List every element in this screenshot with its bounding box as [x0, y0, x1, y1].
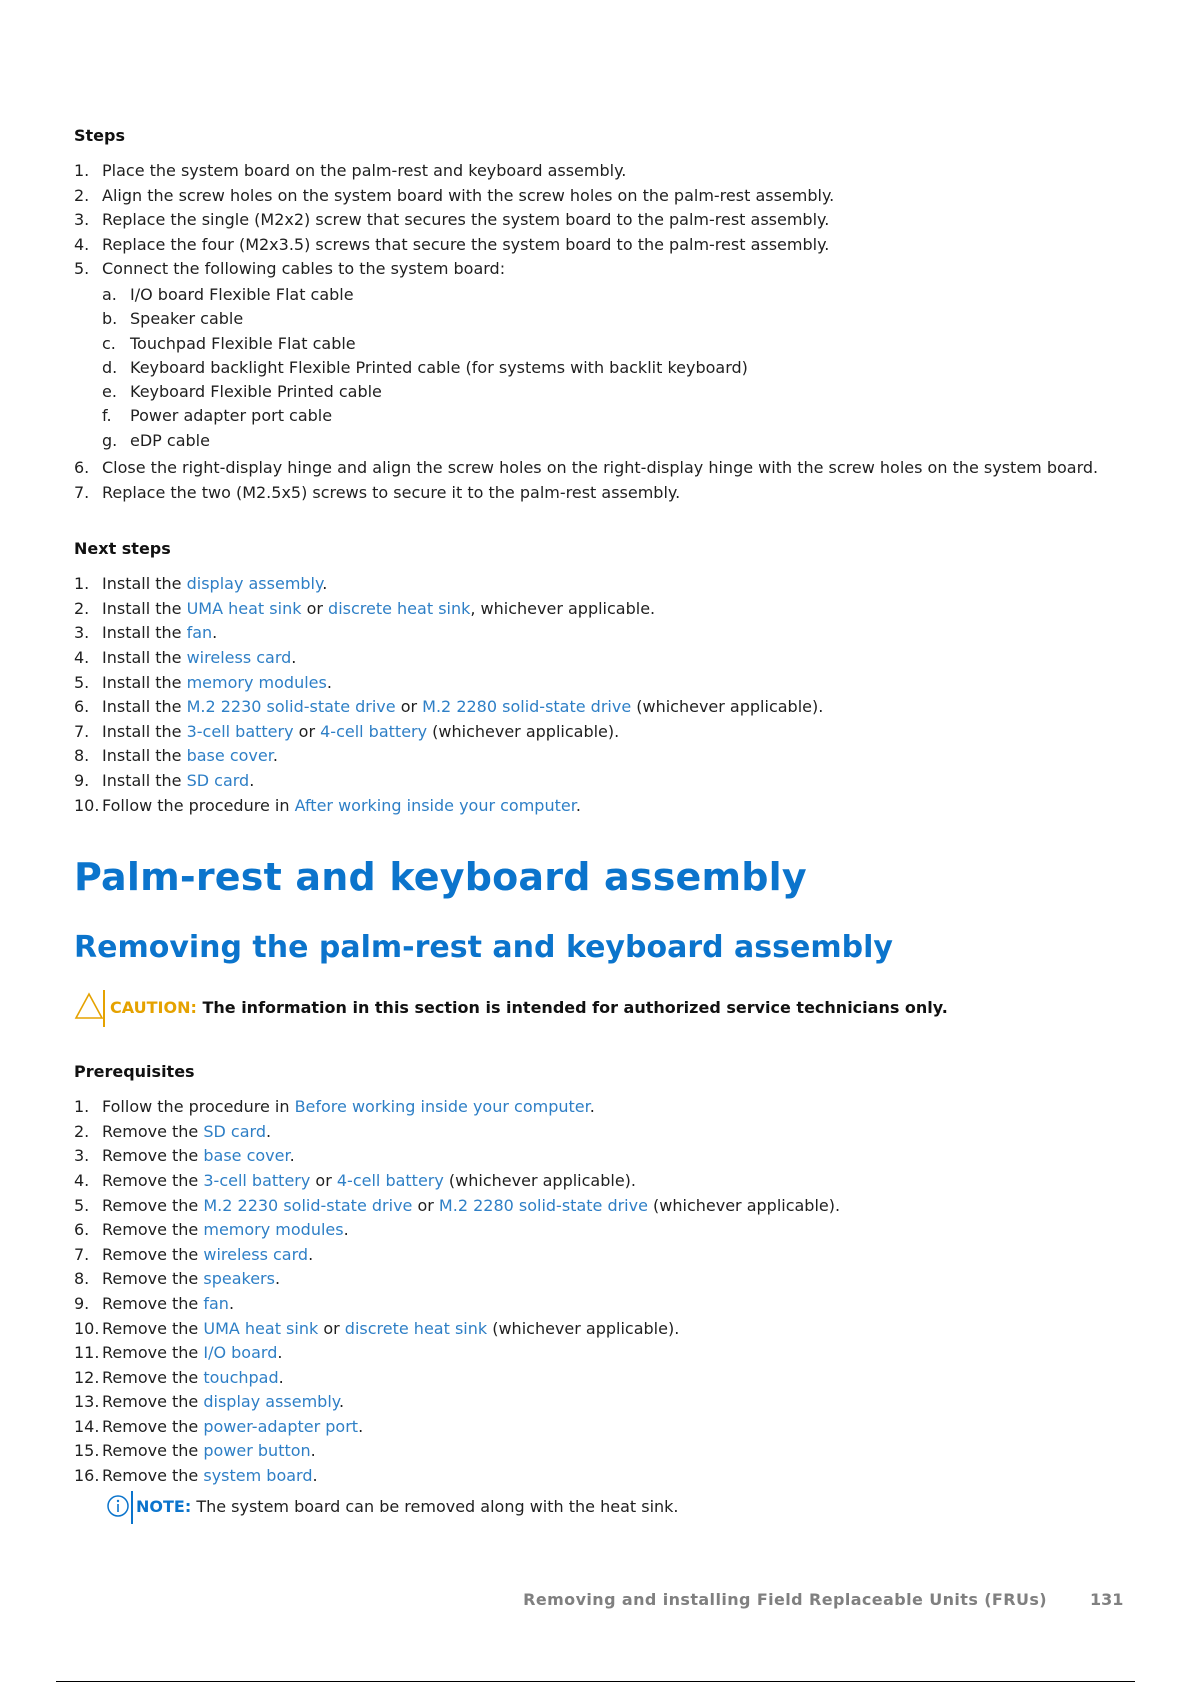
- link-m2-2280-ssd[interactable]: M.2 2280 solid-state drive: [422, 697, 632, 717]
- link-base-cover[interactable]: base cover: [203, 1146, 290, 1166]
- link-discrete-heat-sink[interactable]: discrete heat sink: [328, 598, 471, 618]
- prerequisites-list: [74, 1095, 1114, 1489]
- link-sd-card[interactable]: SD card: [186, 770, 250, 790]
- link-system-board[interactable]: system board: [203, 1466, 313, 1486]
- steps-label: Steps: [74, 126, 125, 145]
- list-item: 8. Install the base cover.: [74, 746, 278, 766]
- link-uma-heat-sink[interactable]: UMA heat sink: [203, 1318, 319, 1338]
- page-number: 131: [1090, 1590, 1124, 1609]
- link-wireless-card[interactable]: wireless card: [203, 1244, 309, 1264]
- list-item: 7. Remove the wireless card.: [74, 1244, 314, 1264]
- link-speakers[interactable]: speakers: [203, 1269, 275, 1289]
- link-m2-2230-ssd[interactable]: M.2 2230 solid-state drive: [186, 697, 396, 717]
- link-sd-card[interactable]: SD card: [203, 1121, 266, 1141]
- cable-sublist: [102, 283, 1114, 453]
- list-item: 4. Replace the four (M2x3.5) screws that secure the system board to the palm-rest assembly.: [74, 234, 830, 254]
- link-io-board[interactable]: I/O board: [203, 1343, 278, 1363]
- link-3-cell-battery[interactable]: 3-cell battery: [186, 721, 294, 741]
- list-item: 4. Remove the 3-cell battery or 4-cell battery (whichever applicable).: [74, 1170, 636, 1190]
- caution-text: The information in this section is intended for authorized service technicians only.: [196, 998, 948, 1018]
- subsection-heading: Removing the palm-rest and keyboard assembly: [74, 930, 893, 966]
- list-item: 15. Remove the power button.: [74, 1441, 316, 1461]
- list-item: 14. Remove the power-adapter port.: [74, 1416, 364, 1436]
- next-steps-list: [74, 572, 1114, 818]
- list-item: 12. Remove the touchpad.: [74, 1367, 284, 1387]
- warning-triangle-icon: [74, 992, 104, 1024]
- list-item: 6. Remove the memory modules.: [74, 1220, 349, 1240]
- list-item: 16. Remove the system board.: [74, 1466, 318, 1486]
- list-item: 5. Connect the following cables to the system board: a. I/O board Flexible Flat cable b. Speaker cable c. Touchpad Flexible Flat cable d. Keyboard backlight Flexible Printed cable (for systems with backlit keyboard) e. Keyboard Flexible Printed cable f. Power adapter port cable g. eDP cable: [74, 257, 1114, 453]
- list-item: 2. Align the screw holes on the system board with the screw holes on the palm-rest assembly.: [74, 185, 835, 205]
- list-item: 6. Close the right-display hinge and align the screw holes on the right-display hinge with the screw holes on the system board.: [74, 458, 1099, 478]
- list-item: 11. Remove the I/O board.: [74, 1343, 283, 1363]
- link-4-cell-battery[interactable]: 4-cell battery: [320, 721, 428, 741]
- link-base-cover[interactable]: base cover: [186, 746, 273, 766]
- list-item: 10. Follow the procedure in After working inside your computer.: [74, 795, 581, 815]
- link-before-working-inside[interactable]: Before working inside your computer: [294, 1097, 590, 1117]
- link-wireless-card[interactable]: wireless card: [186, 648, 292, 668]
- link-m2-2280-ssd[interactable]: M.2 2280 solid-state drive: [438, 1195, 648, 1215]
- list-item: 5. Install the memory modules.: [74, 672, 332, 692]
- caution-notice: [74, 994, 1114, 1030]
- sub-list-item: a. I/O board Flexible Flat cable: [102, 284, 354, 304]
- list-item: 10. Remove the UMA heat sink or discrete heat sink (whichever applicable).: [74, 1318, 680, 1338]
- link-power-button[interactable]: power button: [203, 1441, 311, 1461]
- link-display-assembly[interactable]: display assembly: [186, 574, 323, 594]
- list-item: 5. Remove the M.2 2230 solid-state drive or M.2 2280 solid-state drive (whichever applicable).: [74, 1195, 841, 1215]
- link-after-working-inside[interactable]: After working inside your computer: [294, 795, 576, 815]
- list-item: 2. Install the UMA heat sink or discrete heat sink, whichever applicable.: [74, 598, 656, 618]
- prerequisites-label: Prerequisites: [74, 1062, 195, 1082]
- list-item: 1. Place the system board on the palm-rest and keyboard assembly.: [74, 161, 627, 180]
- sub-list-item: d. Keyboard backlight Flexible Printed cable (for systems with backlit keyboard): [102, 357, 748, 377]
- link-fan[interactable]: fan: [186, 623, 213, 643]
- footer-title: Removing and installing Field Replaceable Units (FRUs): [523, 1590, 1047, 1609]
- list-item: 7. Install the 3-cell battery or 4-cell battery (whichever applicable).: [74, 721, 620, 741]
- sub-list-item: c. Touchpad Flexible Flat cable: [102, 333, 356, 353]
- list-item: 6. Install the M.2 2230 solid-state drive or M.2 2280 solid-state drive (whichever applicable).: [74, 697, 824, 717]
- list-item: 1. Follow the procedure in Before working inside your computer.: [74, 1097, 595, 1117]
- list-item: 3. Install the fan.: [74, 623, 218, 643]
- section-heading: Palm-rest and keyboard assembly: [74, 855, 807, 900]
- sub-list-item: e. Keyboard Flexible Printed cable: [102, 382, 382, 402]
- prerequisites-section: [74, 1062, 1114, 1489]
- link-touchpad[interactable]: touchpad: [203, 1367, 279, 1387]
- note-label: NOTE:: [136, 1496, 192, 1516]
- steps-list: [74, 159, 1114, 505]
- note-text: The system board can be removed along with the heat sink.: [191, 1496, 679, 1516]
- document-page: [74, 126, 1114, 1527]
- info-circle-icon: [106, 1494, 130, 1522]
- next-steps-label: Next steps: [74, 539, 171, 559]
- list-item: 1. Install the display assembly.: [74, 574, 328, 594]
- link-3-cell-battery[interactable]: 3-cell battery: [203, 1170, 311, 1190]
- note-notice: [102, 1493, 1114, 1527]
- list-item: 2. Remove the SD card.: [74, 1121, 272, 1141]
- list-item: 3. Replace the single (M2x2) screw that secures the system board to the palm-rest assembly.: [74, 210, 830, 230]
- sub-list-item: f. Power adapter port cable: [102, 406, 333, 426]
- link-m2-2230-ssd[interactable]: M.2 2230 solid-state drive: [203, 1195, 413, 1215]
- note-divider: [131, 1491, 133, 1524]
- list-item: 3. Remove the base cover.: [74, 1146, 295, 1166]
- link-display-assembly[interactable]: display assembly: [203, 1392, 339, 1412]
- list-item: 9. Install the SD card.: [74, 770, 255, 790]
- list-item: 13. Remove the display assembly.: [74, 1392, 345, 1412]
- link-fan[interactable]: fan: [203, 1293, 229, 1313]
- next-steps-section: [74, 539, 1114, 818]
- list-item: 4. Install the wireless card.: [74, 648, 297, 668]
- link-memory-modules[interactable]: memory modules: [186, 672, 327, 692]
- sub-list-item: g. eDP cable: [102, 430, 210, 450]
- caution-divider: [103, 990, 105, 1027]
- list-item: 7. Replace the two (M2.5x5) screws to secure it to the palm-rest assembly.: [74, 482, 681, 502]
- link-discrete-heat-sink[interactable]: discrete heat sink: [344, 1318, 488, 1338]
- link-4-cell-battery[interactable]: 4-cell battery: [336, 1170, 444, 1190]
- link-uma-heat-sink[interactable]: UMA heat sink: [186, 598, 302, 618]
- list-item: 8. Remove the speakers.: [74, 1269, 281, 1289]
- caution-label: CAUTION:: [110, 998, 197, 1018]
- footer-rule: [56, 1681, 1135, 1682]
- sub-list-item: b. Speaker cable: [102, 309, 244, 329]
- list-item: 9. Remove the fan.: [74, 1293, 235, 1313]
- link-power-adapter-port[interactable]: power-adapter port: [203, 1416, 359, 1436]
- link-memory-modules[interactable]: memory modules: [203, 1220, 344, 1240]
